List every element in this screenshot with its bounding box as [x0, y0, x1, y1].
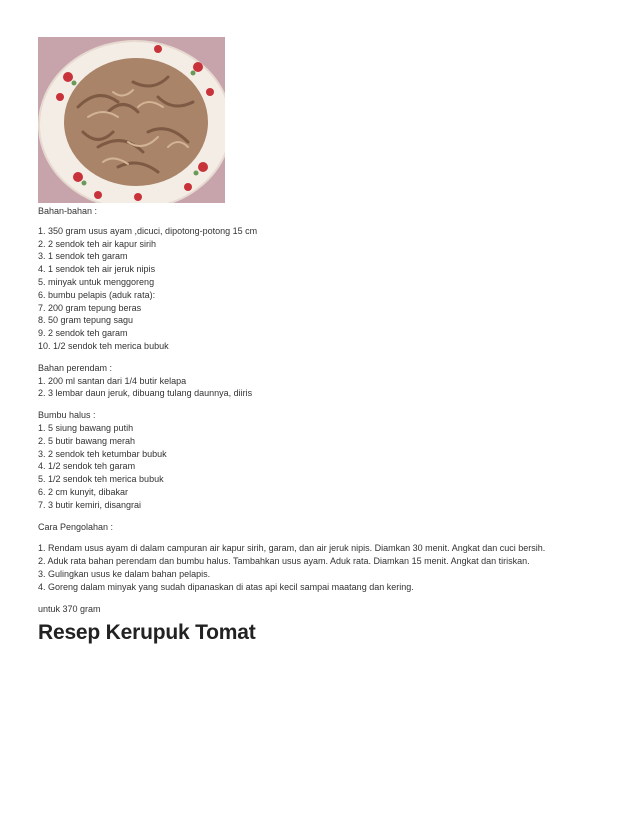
list-item: 8. 50 gram tepung sagu: [38, 315, 134, 326]
list-item: 4. Goreng dalam minyak yang sudah dipanaskan di atas api kecil sampai maatang dan kering.: [38, 581, 414, 592]
bahan-heading: Bahan-bahan :: [38, 206, 98, 216]
list-item: 2. 2 sendok teh air kapur sirih: [38, 238, 157, 249]
list-item: 2. 3 lembar daun jeruk, dibuang tulang daunnya, diiris: [38, 388, 253, 399]
list-item: 7. 3 butir kemiri, disangrai: [38, 499, 142, 510]
list-item: 2. 5 butir bawang merah: [38, 435, 136, 446]
list-item: 9. 2 sendok teh garam: [38, 328, 128, 339]
list-item: 3. Gulingkan usus ke dalam bahan pelapis.: [38, 568, 211, 579]
list-item: 5. minyak untuk menggoreng: [38, 276, 155, 287]
bumbu-list: [38, 422, 618, 512]
fried-chicken-intestine-plate-icon: [38, 37, 225, 203]
list-item: 10. 1/2 sendok teh merica bubuk: [38, 340, 169, 351]
list-item: 5. 1/2 sendok teh merica bubuk: [38, 474, 164, 485]
list-item: 6. 2 cm kunyit, dibakar: [38, 486, 129, 497]
yield-text: untuk 370 gram: [38, 603, 101, 614]
list-item: 1. 350 gram usus ayam ,dicuci, dipotong-potong 15 cm: [38, 225, 258, 236]
list-item: 1. 5 siung bawang putih: [38, 422, 134, 433]
recipe-photo: [38, 37, 225, 203]
bumbu-heading: Bumbu halus :: [38, 410, 96, 421]
cara-list: [38, 542, 618, 593]
list-item: 2. Aduk rata bahan perendam dan bumbu halus. Tambahkan usus ayam. Aduk rata. Diamkan 15 menit. Angkat dan tiriskan.: [38, 556, 530, 567]
perendam-heading: Bahan perendam :: [38, 362, 113, 373]
list-item: 1. Rendam usus ayam di dalam campuran air kapur sirih, garam, dan air jeruk nipis. Diamkan 30 menit. Angkat dan cuci bersih.: [38, 543, 546, 554]
list-item: 3. 2 sendok teh ketumbar bubuk: [38, 448, 167, 459]
list-item: 6. bumbu pelapis (aduk rata):: [38, 289, 156, 300]
cara-heading: Cara Pengolahan :: [38, 521, 114, 532]
perendam-list: [38, 375, 618, 401]
list-item: 4. 1 sendok teh air jeruk nipis: [38, 264, 156, 275]
list-item: 3. 1 sendok teh garam: [38, 251, 128, 262]
list-item: 4. 1/2 sendok teh garam: [38, 461, 136, 472]
recipe-content: [38, 205, 618, 645]
bahan-list: [38, 225, 618, 353]
next-recipe-title: Resep Kerupuk Tomat: [38, 621, 256, 645]
list-item: 1. 200 ml santan dari 1/4 butir kelapa: [38, 375, 187, 386]
list-item: 7. 200 gram tepung beras: [38, 302, 142, 313]
